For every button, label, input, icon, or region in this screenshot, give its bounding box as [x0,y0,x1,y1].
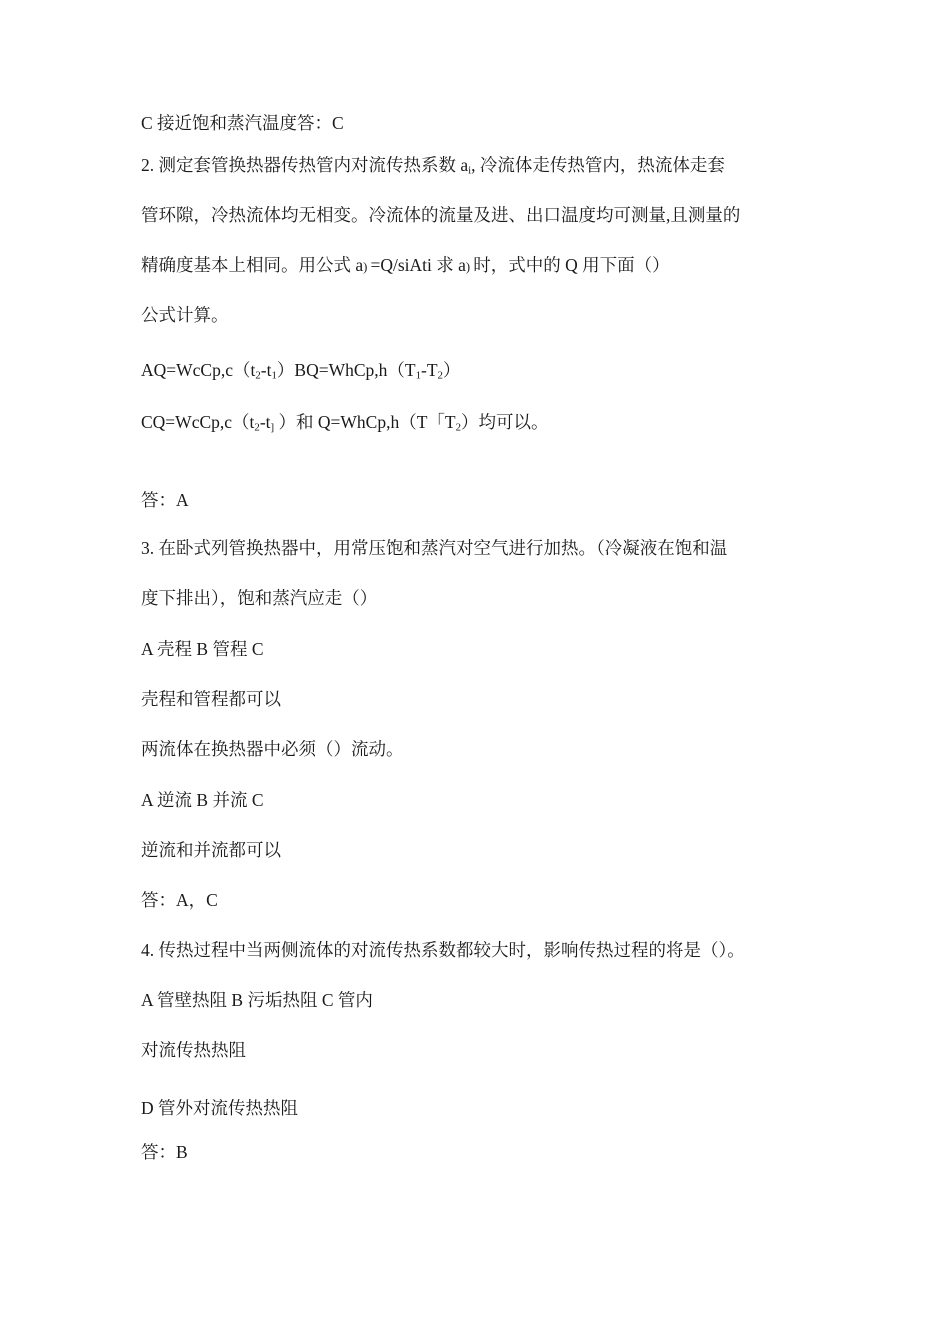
formula-text: ）和 Q=WhCp,h（T「T [274,412,456,432]
answer-option-line: C 接近饱和蒸汽温度答：C [141,113,344,133]
question-2-text: 时，式中的 Q 用下面（） [473,255,670,275]
subscript: 2 [437,369,443,382]
formula-text: AQ=WcCp,c（t [141,360,256,380]
formula-text: CQ=WcCp,c（t [141,412,255,432]
formula-fragment: ) [363,260,371,274]
answer-2: 答：A [141,490,189,510]
formula-text: ） [442,360,461,380]
sub-question-line: 两流体在换热器中必须（）流动。 [141,739,404,759]
subscript: 2 [455,421,462,434]
subscript: 1 [415,369,422,382]
question-2-text: 精确度基本上相同。用公式 a [141,255,364,275]
question-2-line-4: 公式计算。 [141,305,229,325]
question-4-options-line-2: 对流传热热阻 [141,1040,246,1060]
formula-text: ）BQ=WhCp,h（T [276,360,416,380]
question-4-options-line-3: D 管外对流传热热阻 [141,1098,299,1118]
subscript: ] [270,421,275,434]
subscript: 2 [255,369,261,382]
subscript: 1 [271,369,277,382]
subscript: 2 [254,421,260,434]
subscript: i [468,164,472,177]
options-a-b-line [141,362,460,380]
formula-text: ）均可以。 [461,412,549,432]
question-2-line-1 [141,157,725,175]
question-4-options-line-1: A 管壁热阻 B 污垢热阻 C 管内 [141,990,373,1010]
formula-fragment: ) [465,260,474,274]
formula-text: =Q/siAti 求 a [370,255,466,275]
option-c-line [141,414,549,432]
question-2-text: , 冷流体走传热管内，热流体走套 [471,155,725,175]
formula-text: -t [259,412,271,432]
formula-text: -T [421,360,438,380]
question-4-line-1: 4. 传热过程中当两侧流体的对流传热系数都较大时，影响传热过程的将是（）。 [141,940,745,960]
answer-4: 答：B [141,1142,188,1162]
formula-text: -t [260,360,272,380]
question-3-options-line-2: 壳程和管程都可以 [141,689,281,709]
question-2-line-3 [141,257,670,275]
question-3-line-2: 度下排出），饱和蒸汽应走（） [141,588,378,608]
question-3-options-line-1: A 壳程 B 管程 C [141,639,264,659]
answer-3: 答：A，C [141,890,218,910]
sub-question-options-line-1: A 逆流 B 并流 C [141,790,264,810]
sub-question-options-line-2: 逆流和并流都可以 [141,840,281,860]
question-2-line-2: 管环隙，冷热流体均无相变。冷流体的流量及进、出口温度均可测量,且测量的 [141,205,741,225]
question-2-text: 2. 测定套管换热器传热管内对流传热系数 a [141,155,469,175]
question-3-line-1: 3. 在卧式列管换热器中，用常压饱和蒸汽对空气进行加热。（冷凝液在饱和温 [141,538,728,558]
